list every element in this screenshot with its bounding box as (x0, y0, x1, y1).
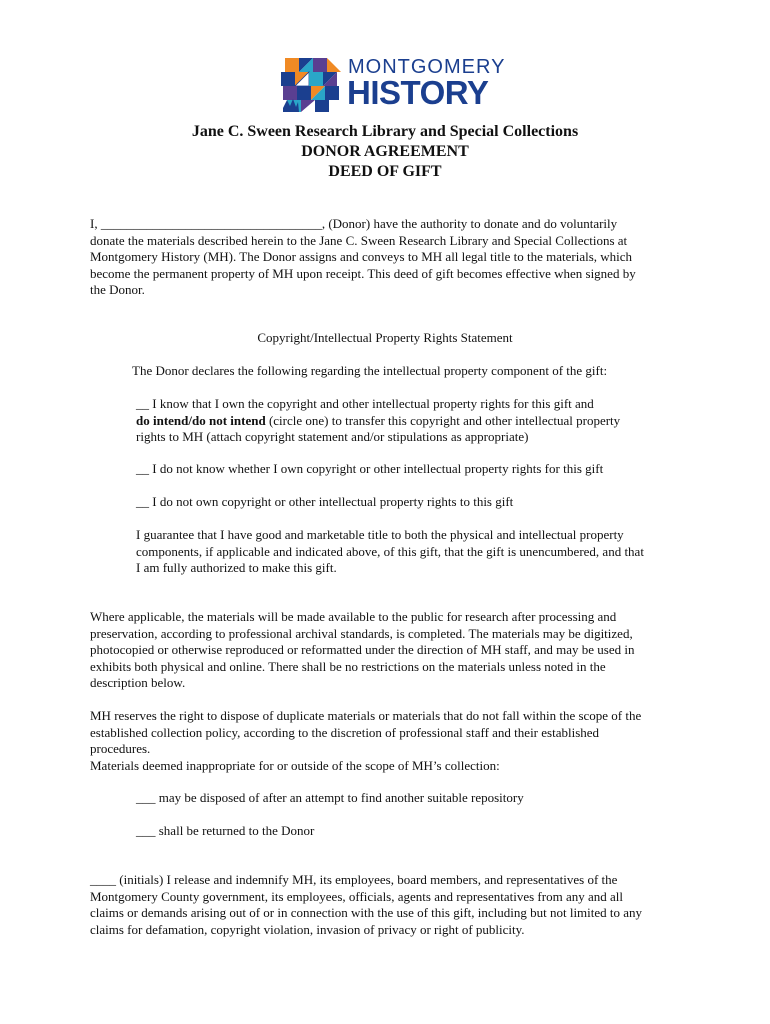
intend-choice: do intend/do not intend (136, 412, 266, 428)
document-title (0, 122, 770, 182)
availability-line: exhibits both physical and online. There shall be no restrictions on the materials unless noted in the (90, 658, 606, 674)
logo-mark-icon (277, 50, 345, 118)
disposal-paragraph (90, 708, 690, 774)
indemnify-paragraph (90, 872, 690, 938)
guarantee-paragraph (136, 527, 686, 577)
donor-agreement-heading: DONOR AGREEMENT (301, 143, 469, 160)
option-line-rest: (circle one) to transfer this copyright and other intellectual property (265, 412, 621, 428)
availability-line: description below. (90, 675, 186, 690)
disposal-option-return: ___ shall be returned to the Donor (136, 823, 315, 838)
intro-line: Montgomery History (MH). The Donor assigns and conveys to MH all legal title to the materials, which (90, 249, 633, 264)
option-line: __ I know that I own the copyright and other intellectual property rights for this gift and (136, 396, 594, 411)
option-line (136, 413, 686, 430)
intro-line: I, __________________________________, (Donor) have the authority to donate and do voluntarily (90, 216, 618, 231)
indemnify-line: claims or demands arising out of or in connection with the use of this gift, including but not limited to any (90, 905, 643, 920)
availability-paragraph (90, 609, 690, 692)
availability-line: preservation, according to professional archival standards, is completed. The materials may be digitized, (90, 625, 633, 641)
indemnify-line: claims for defamation, copyright violation, invasion of privacy or right of publicity. (90, 921, 525, 937)
intro-paragraph (90, 216, 685, 299)
guarantee-line: I guarantee that I have good and marketable title to both the physical and intellectual property (136, 527, 624, 542)
indemnify-line: ____ (initials) I release and indemnify MH, its employees, board members, and representatives of the (90, 872, 618, 887)
intro-line: the Donor. (90, 282, 145, 297)
disposal-line: procedures. (90, 741, 151, 756)
guarantee-line: I am fully authorized to make this gift. (136, 560, 337, 575)
availability-line: photocopied or otherwise reproduced or reformatted under the direction of MH staff, and may be used in (90, 642, 635, 657)
logo-text-history: HISTORY (347, 74, 489, 111)
disposal-option-dispose: ___ may be disposed of after an attempt to find another suitable repository (136, 790, 524, 805)
intro-line: donate the materials described herein to the Jane C. Sween Research Library and Special Collections at (90, 232, 628, 248)
disposal-line: Materials deemed inappropriate for or outside of the scope of MH’s collection: (90, 757, 500, 773)
logo-text-montgomery: MONTGOMERY (348, 56, 506, 78)
donor-declaration: The Donor declares the following regarding the intellectual property component of the gift: (132, 363, 608, 378)
availability-line: Where applicable, the materials will be made available to the public for research after processing and (90, 609, 617, 624)
indemnify-line: Montgomery County government, its employees, officials, agents and representatives from any and all (90, 888, 623, 904)
deed-of-gift-heading: DEED OF GIFT (328, 163, 442, 180)
copyright-option-own (136, 396, 686, 446)
disposal-line: established collection policy, according to the discretion of professional staff and their established (90, 724, 600, 740)
copyright-option-not-own: __ I do not own copyright or other intellectual property rights to this gift (136, 494, 514, 509)
copyright-option-unknown: __ I do not know whether I own copyright or other intellectual property rights for this gift (136, 461, 604, 476)
montgomery-history-logo (277, 50, 506, 118)
library-name-heading: Jane C. Sween Research Library and Special Collections (191, 123, 579, 140)
guarantee-line: components, if applicable and indicated above, of this gift, that the gift is unencumbered, and that (136, 543, 644, 559)
disposal-line: MH reserves the right to dispose of duplicate materials or materials that do not fall within the scope of the (90, 708, 642, 723)
option-line: rights to MH (attach copyright statement and/or stipulations as appropriate) (136, 429, 529, 444)
copyright-section-title: Copyright/Intellectual Property Rights Statement (257, 330, 513, 345)
intro-line: become the permanent property of MH upon receipt. This deed of gift becomes effective when signed by (90, 265, 636, 281)
